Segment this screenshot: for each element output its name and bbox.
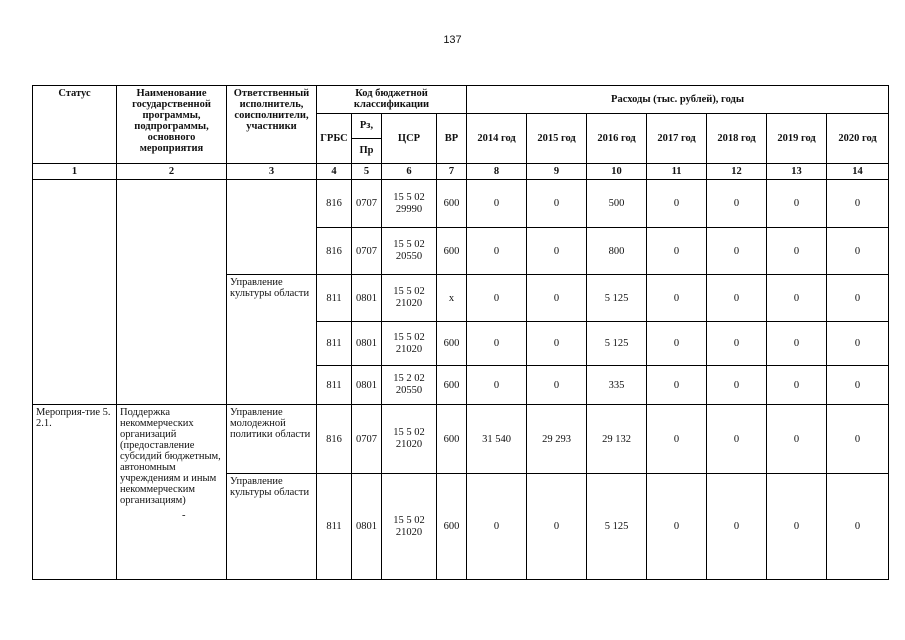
col-number: 4	[317, 164, 352, 180]
rzpr-cell: 0707	[352, 405, 382, 474]
value-cell: 0	[767, 366, 827, 405]
event-name-cell	[117, 405, 227, 580]
grbs-cell: 816	[317, 405, 352, 474]
value-cell: 0	[647, 366, 707, 405]
col-number: 11	[647, 164, 707, 180]
value-cell: 5 125	[587, 474, 647, 580]
value-cell: 5 125	[587, 275, 647, 322]
value-cell: 0	[527, 474, 587, 580]
csr-part: 20550	[395, 385, 423, 397]
status-cell-empty	[33, 180, 117, 405]
col-number: 12	[707, 164, 767, 180]
status-cell: Мероприя-тие 5.2.1.	[33, 405, 117, 580]
value-cell: 0	[707, 228, 767, 275]
csr-cell	[382, 275, 437, 322]
csr-cell	[382, 366, 437, 405]
grbs-cell: 816	[317, 180, 352, 228]
value-cell: 0	[467, 474, 527, 580]
value-cell: 0	[647, 322, 707, 366]
table-row	[33, 180, 889, 228]
value-cell: 0	[767, 228, 827, 275]
col-number: 7	[437, 164, 467, 180]
value-cell: 0	[707, 322, 767, 366]
csr-cell	[382, 180, 437, 228]
csr-part: 15 2 02	[393, 373, 425, 385]
header-year-2017: 2017 год	[647, 114, 707, 164]
col-number: 3	[227, 164, 317, 180]
value-cell: 0	[527, 275, 587, 322]
value-cell: 0	[707, 180, 767, 228]
vr-cell: 600	[437, 322, 467, 366]
value-cell: 0	[827, 180, 889, 228]
rzpr-cell: 0801	[352, 322, 382, 366]
value-cell: 0	[467, 275, 527, 322]
csr-part: 21020	[395, 298, 423, 310]
vr-cell: 600	[437, 474, 467, 580]
header-year-2015: 2015 год	[527, 114, 587, 164]
value-cell: 500	[587, 180, 647, 228]
table-row	[33, 405, 889, 474]
value-cell: 0	[827, 405, 889, 474]
value-cell: 29 132	[587, 405, 647, 474]
csr-part: 15 5 02	[393, 427, 425, 439]
value-cell: 0	[827, 275, 889, 322]
responsible-cell: Управление культуры области	[227, 474, 317, 580]
header-responsible: Ответственный исполнитель, соисполнители, участники	[227, 86, 317, 164]
value-cell: 0	[707, 366, 767, 405]
col-number: 13	[767, 164, 827, 180]
value-cell: 0	[707, 405, 767, 474]
header-status: Статус	[33, 86, 117, 164]
csr-part: 15 5 02	[393, 286, 425, 298]
grbs-cell: 811	[317, 366, 352, 405]
header-year-2019: 2019 год	[767, 114, 827, 164]
header-year-2016: 2016 год	[587, 114, 647, 164]
grbs-cell: 811	[317, 474, 352, 580]
csr-part: 15 5 02	[393, 514, 425, 526]
responsible-cell-empty	[227, 180, 317, 275]
value-cell: 0	[647, 228, 707, 275]
header-vr: ВР	[437, 114, 467, 164]
vr-cell: х	[437, 275, 467, 322]
csr-part: 29990	[395, 203, 423, 215]
value-cell: 0	[707, 474, 767, 580]
header-year-2018: 2018 год	[707, 114, 767, 164]
rzpr-cell: 0801	[352, 275, 382, 322]
value-cell: 5 125	[587, 322, 647, 366]
col-number: 10	[587, 164, 647, 180]
csr-cell	[382, 474, 437, 580]
csr-part: 15 5 02	[393, 331, 425, 343]
value-cell: 0	[767, 180, 827, 228]
value-cell: 0	[467, 322, 527, 366]
vr-cell: 600	[437, 366, 467, 405]
header-name: Наименование государственной программы, подпрограммы, основного мероприятия	[117, 86, 227, 164]
value-cell: 0	[767, 405, 827, 474]
header-expenses: Расходы (тыс. рублей), годы	[467, 86, 889, 114]
responsible-cell: Управление культуры области	[227, 275, 317, 405]
vr-cell: 600	[437, 180, 467, 228]
header-grbs: ГРБС	[317, 114, 352, 164]
csr-part: 21020	[395, 526, 423, 538]
value-cell: 31 540	[467, 405, 527, 474]
value-cell: 335	[587, 366, 647, 405]
value-cell: 0	[527, 366, 587, 405]
csr-part: 15 5 02	[393, 239, 425, 251]
value-cell: 0	[467, 180, 527, 228]
budget-table	[32, 85, 889, 580]
value-cell: 0	[767, 474, 827, 580]
value-cell: 0	[707, 275, 767, 322]
event-dash: -	[182, 510, 186, 522]
grbs-cell: 816	[317, 228, 352, 275]
col-number: 14	[827, 164, 889, 180]
value-cell: 0	[827, 322, 889, 366]
value-cell: 0	[767, 275, 827, 322]
col-number: 8	[467, 164, 527, 180]
value-cell: 0	[827, 474, 889, 580]
header-year-2014: 2014 год	[467, 114, 527, 164]
header-csr: ЦСР	[382, 114, 437, 164]
value-cell: 0	[767, 322, 827, 366]
header-rz: Рз,	[352, 114, 382, 139]
rzpr-cell: 0707	[352, 228, 382, 275]
rzpr-cell: 0801	[352, 366, 382, 405]
value-cell: 29 293	[527, 405, 587, 474]
csr-cell	[382, 322, 437, 366]
csr-part: 15 5 02	[393, 191, 425, 203]
value-cell: 0	[527, 322, 587, 366]
csr-part: 21020	[395, 439, 423, 451]
value-cell: 0	[647, 180, 707, 228]
col-number: 6	[382, 164, 437, 180]
value-cell: 0	[827, 228, 889, 275]
value-cell: 0	[467, 366, 527, 405]
value-cell: 0	[647, 405, 707, 474]
col-number: 2	[117, 164, 227, 180]
value-cell: 0	[467, 228, 527, 275]
name-cell-empty	[117, 180, 227, 405]
page-number: 137	[443, 34, 462, 46]
value-cell: 0	[527, 180, 587, 228]
responsible-cell: Управление молодежной политики области	[227, 405, 317, 474]
value-cell: 0	[647, 474, 707, 580]
header-pr: Пр	[352, 139, 382, 164]
value-cell: 0	[827, 366, 889, 405]
col-number: 9	[527, 164, 587, 180]
grbs-cell: 811	[317, 275, 352, 322]
csr-cell	[382, 405, 437, 474]
grbs-cell: 811	[317, 322, 352, 366]
rzpr-cell: 0801	[352, 474, 382, 580]
csr-cell	[382, 228, 437, 275]
col-number: 5	[352, 164, 382, 180]
col-number: 1	[33, 164, 117, 180]
vr-cell: 600	[437, 405, 467, 474]
rzpr-cell: 0707	[352, 180, 382, 228]
event-name: Поддержка некоммерческих организаций (предоставление субсидий бюджетным, автономным учреждениям и иным некоммерческим организациям)	[120, 407, 221, 507]
header-year-2020: 2020 год	[827, 114, 889, 164]
header-budget-code: Код бюджетной классификации	[317, 86, 467, 114]
csr-part: 21020	[395, 343, 423, 355]
vr-cell: 600	[437, 228, 467, 275]
value-cell: 0	[527, 228, 587, 275]
value-cell: 800	[587, 228, 647, 275]
value-cell: 0	[647, 275, 707, 322]
csr-part: 20550	[395, 251, 423, 263]
